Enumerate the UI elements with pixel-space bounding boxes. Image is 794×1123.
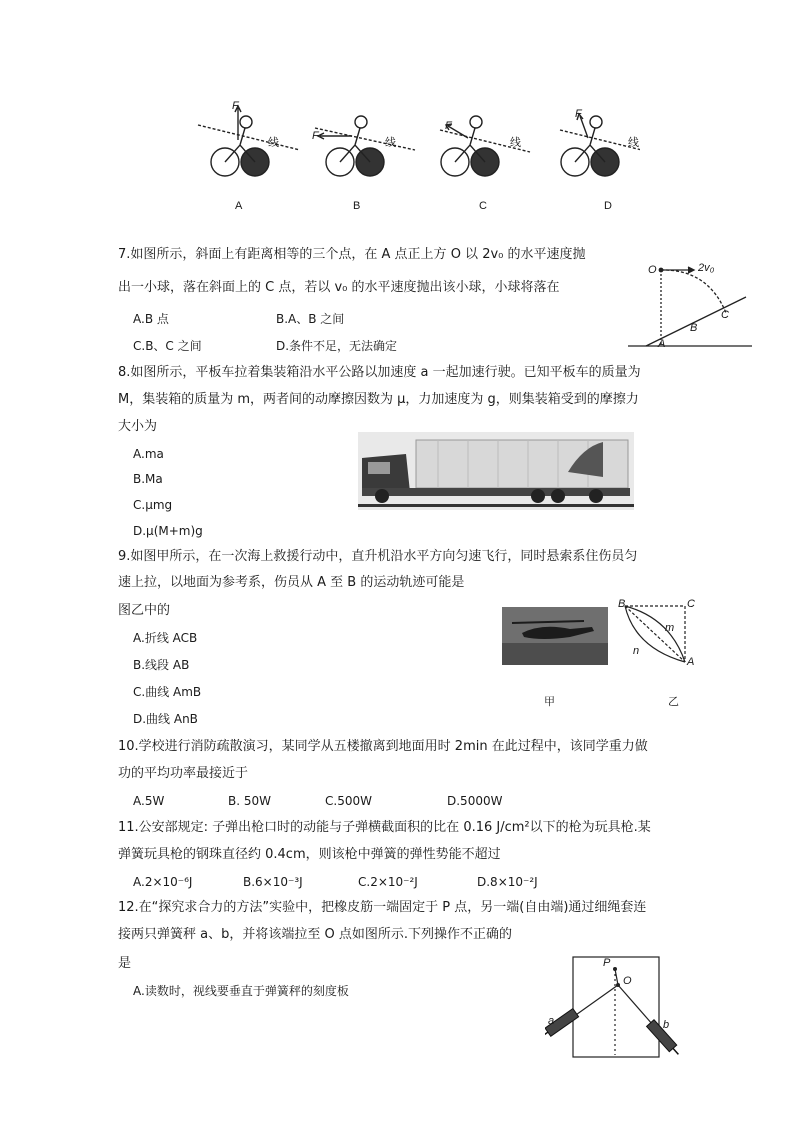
q10-option-b: B. 50W <box>228 794 271 808</box>
q6-caption-d: D <box>604 200 612 212</box>
q10-option-c: C.500W <box>325 794 372 808</box>
q6-force-label-b: F <box>312 130 319 142</box>
q11-option-a: A.2×10⁻⁶J <box>133 875 193 889</box>
q11-option-c: C.2×10⁻²J <box>358 875 418 889</box>
q12-text-line1: 12.在“探究求合力的方法”实验中，把橡皮筋一端固定于 P 点，另一端(自由端)通过细绳套连 <box>118 900 647 915</box>
q9-helicopter-photo <box>502 607 608 665</box>
q10-option-d: D.5000W <box>447 794 503 808</box>
q12-text-line3: 是 <box>118 956 132 971</box>
q7-option-d: D.条件不足，无法确定 <box>276 339 398 353</box>
q9-helicopter-drawing <box>502 607 608 665</box>
q8-text-line3: 大小为 <box>118 419 158 434</box>
q8-option-d: D.μ(M+m)g <box>133 524 203 538</box>
q8-option-b: B.Ma <box>133 472 163 486</box>
q7-figure <box>628 255 756 355</box>
q12-label-o: O <box>623 975 632 987</box>
q6-force-label-c: F <box>445 120 452 132</box>
q9-label-b: B <box>618 598 626 610</box>
q6-line-label-c: 线 <box>510 137 521 149</box>
q7-option-a: A.B 点 <box>133 312 169 326</box>
q6-line-label-a: 线 <box>268 137 279 149</box>
q8-text-line1: 8.如图所示，平板车拉着集装箱沿水平公路以加速度 a 一起加速行驶。已知平板车的质量为 <box>118 365 641 380</box>
q9-option-d: D.曲线 AnB <box>133 712 198 726</box>
q8-truck-drawing <box>358 432 634 510</box>
q7-label-b: B <box>690 322 698 334</box>
q11-text-line2: 弹簧玩具枪的钢珠直径约 0.4cm，则该枪中弹簧的弹性势能不超过 <box>118 847 501 862</box>
q7-label-c: C <box>721 309 729 321</box>
q12-label-b: b <box>663 1019 670 1031</box>
q9-label-a: A <box>687 656 695 668</box>
q7-option-c: C.B、C 之间 <box>133 339 202 353</box>
q12-figure <box>545 955 685 1063</box>
q7-label-v: 2v₀ <box>698 262 715 274</box>
q9-text-line2: 速上拉，以地面为参考系，伤员从 A 至 B 的运动轨迹可能是 <box>118 575 465 590</box>
q12-label-a: a <box>548 1015 555 1027</box>
q7-option-b: B.A、B 之间 <box>276 312 345 326</box>
q7-text-line1: 7.如图所示，斜面上有距离相等的三个点，在 A 点正上方 O 以 2v₀ 的水平速度抛 <box>118 247 586 262</box>
q9-trajectory-drawing <box>615 600 697 670</box>
q9-label-n: n <box>633 645 640 657</box>
q9-trajectory-figure <box>615 600 697 670</box>
q7-label-a: A <box>658 338 666 350</box>
q7-label-o: O <box>648 264 657 276</box>
q12-text-line2: 接两只弹簧秤 a、b，并将该端拉至 O 点如图所示.下列操作不正确的 <box>118 927 512 942</box>
q6-caption-b: B <box>353 200 361 212</box>
q8-truck-figure <box>358 432 634 510</box>
q11-option-d: D.8×10⁻²J <box>477 875 538 889</box>
q9-caption-jia: 甲 <box>544 696 555 708</box>
q12-label-p: P <box>603 957 611 969</box>
q9-label-m: m <box>665 622 675 634</box>
q11-text-line1: 11.公安部规定: 子弹出枪口时的动能与子弹横截面积的比在 0.16 J/cm²以下的枪为玩具枪.某 <box>118 820 651 835</box>
q11-option-b: B.6×10⁻³J <box>243 875 303 889</box>
q9-option-c: C.曲线 AmB <box>133 685 202 699</box>
q6-line-label-d: 线 <box>628 137 639 149</box>
q8-option-c: C.μmg <box>133 498 173 512</box>
q10-text-line2: 功的平均功率最接近于 <box>118 766 249 781</box>
q6-force-label-d: F <box>575 108 582 120</box>
q6-line-label-b: 线 <box>385 137 396 149</box>
q9-label-c: C <box>687 598 695 610</box>
q7-text-line2: 出一小球，落在斜面上的 C 点，若以 v₀ 的水平速度抛出该小球，小球将落在 <box>118 280 560 295</box>
q9-option-b: B.线段 AB <box>133 658 190 672</box>
q6-caption-c: C <box>479 200 487 212</box>
q9-text-line3: 图乙中的 <box>118 603 171 618</box>
q6-cyclists-drawing <box>190 100 640 220</box>
q10-option-a: A.5W <box>133 794 165 808</box>
q9-caption-yi: 乙 <box>668 696 679 708</box>
q9-option-a: A.折线 ACB <box>133 631 198 645</box>
q12-option-a: A.读数时，视线要垂直于弹簧秤的刻度板 <box>133 984 349 998</box>
q6-figure <box>190 100 640 220</box>
q8-text-line2: M，集装箱的质量为 m，两者间的动摩擦因数为 μ，力加速度为 g，则集装箱受到的摩擦力 <box>118 392 639 407</box>
q6-force-label-a: F <box>232 100 239 112</box>
q10-text-line1: 10.学校进行消防疏散演习，某同学从五楼撤离到地面用时 2min 在此过程中，该同学重力做 <box>118 739 648 754</box>
q9-text-line1: 9.如图甲所示，在一次海上救援行动中，直升机沿水平方向匀速飞行，同时悬索系住伤员匀 <box>118 549 638 564</box>
q6-caption-a: A <box>235 200 243 212</box>
q8-option-a: A.ma <box>133 447 164 461</box>
q12-spring-scales-drawing <box>545 955 685 1063</box>
